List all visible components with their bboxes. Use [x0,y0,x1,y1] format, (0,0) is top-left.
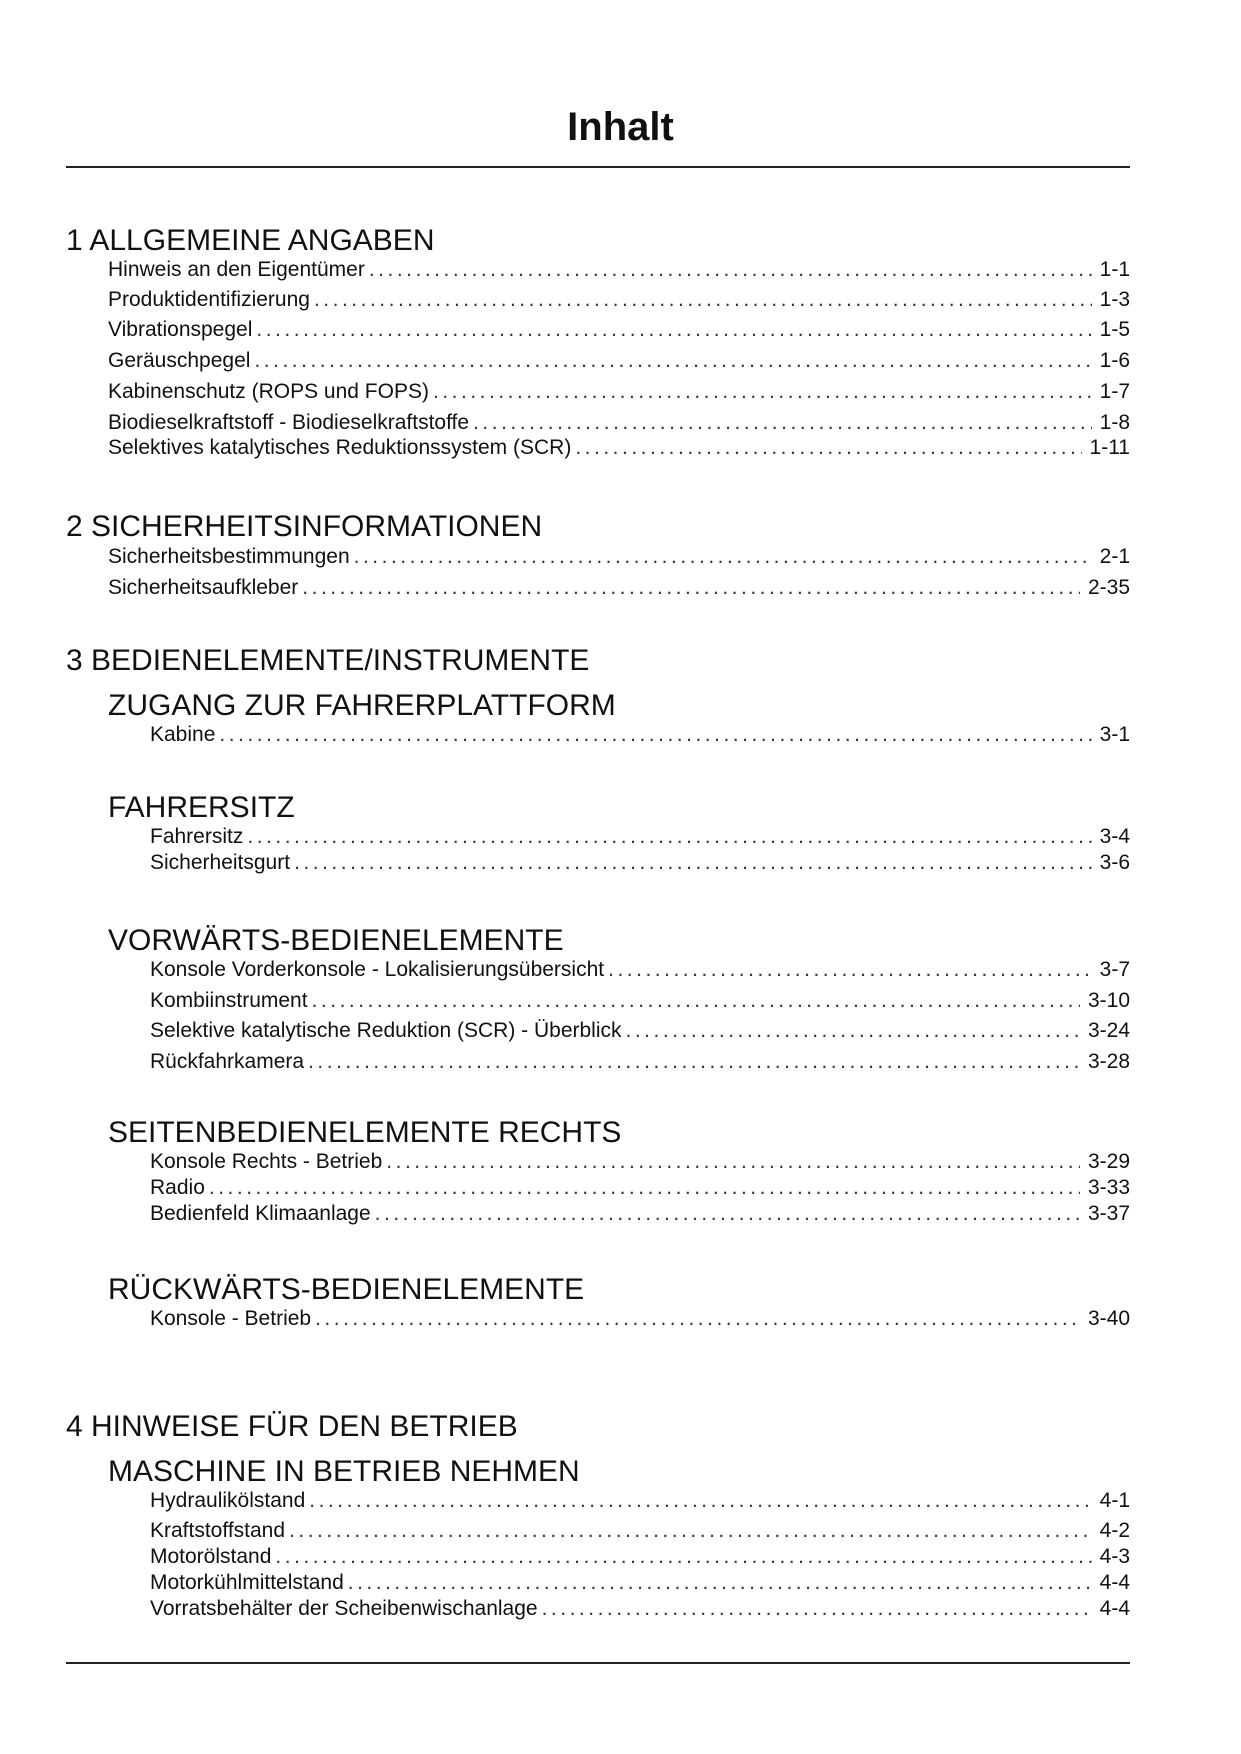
subsection-rueckwaerts-heading: RÜCKWÄRTS-BEDIENELEMENTE [108,1273,585,1306]
subsection-seitenbedien-heading: SEITENBEDIENELEMENTE RECHTS [108,1116,622,1149]
toc-entry-vibrationspegel[interactable]: Vibrationspegel ..... 1-5 [108,317,1130,343]
toc-entry-rueckfahrkamera[interactable]: Rückfahrkamera ..... 3-28 [150,1049,1130,1075]
leader-dots [375,1201,1080,1227]
leader-dots [247,824,1091,850]
leader-dots [608,957,1092,983]
toc-entry-konsole-betrieb[interactable]: Konsole - Betrieb ..... 3-40 [150,1306,1130,1332]
leader-dots [209,1175,1080,1201]
leader-dots [312,988,1080,1014]
toc-entry-motorkuehlmittelstand[interactable]: Motorkühlmittelstand ..... 4-4 [150,1570,1130,1596]
toc-entry-kombiinstrument[interactable]: Kombiinstrument ..... 3-10 [150,988,1130,1014]
toc-entry-sicherheitsbestimmungen[interactable]: Sicherheitsbestimmungen ..... 2-1 [108,544,1130,570]
leader-dots [314,287,1092,313]
toc-entry-fahrersitz[interactable]: Fahrersitz ..... 3-4 [150,824,1130,850]
leader-dots [354,544,1092,570]
leader-dots [542,1596,1092,1622]
bottom-divider [66,1662,1130,1664]
toc-entry-scheibenwischanlage[interactable]: Vorratsbehälter der Scheibenwischanlage ..... 4-4 [150,1596,1130,1622]
leader-dots [386,1149,1080,1175]
subsection-fahrersitz-heading: FAHRERSITZ [108,791,295,824]
toc-entry-kabine[interactable]: Kabine ..... 3-1 [150,722,1130,748]
toc-entry-produktidentifizierung[interactable]: Produktidentifizierung ..... 1-3 [108,287,1130,313]
top-divider [66,166,1130,168]
subsection-maschine-heading: MASCHINE IN BETRIEB NEHMEN [108,1455,580,1488]
toc-entry-kabinenschutz[interactable]: Kabinenschutz (ROPS und FOPS) ..... 1-7 [108,379,1130,405]
leader-dots [302,575,1080,601]
leader-dots [369,257,1092,283]
toc-entry-sicherheitsaufkleber[interactable]: Sicherheitsaufkleber ..... 2-35 [108,575,1130,601]
toc-entry-hydraulikoelstand[interactable]: Hydraulikölstand ..... 4-1 [150,1488,1130,1514]
section-1-heading: 1 ALLGEMEINE ANGABEN [66,224,435,257]
leader-dots [348,1570,1092,1596]
leader-dots [575,435,1081,461]
leader-dots [315,1306,1080,1332]
toc-entry-scr-ueberblick[interactable]: Selektive katalytische Reduktion (SCR) - Überblick ..... 3-24 [150,1018,1130,1044]
leader-dots [254,348,1091,374]
leader-dots [219,722,1091,748]
leader-dots [433,379,1092,405]
toc-entry-sicherheitsgurt[interactable]: Sicherheitsgurt ..... 3-6 [150,850,1130,876]
toc-entry-biodieselkraftstoff[interactable]: Biodieselkraftstoff - Biodieselkraftstoffe ..... 1-8 [108,410,1130,436]
toc-entry-geraeuschpegel[interactable]: Geräuschpegel ..... 1-6 [108,348,1130,374]
subsection-zugang-heading: ZUGANG ZUR FAHRERPLATTFORM [108,689,616,722]
leader-dots [473,410,1092,436]
toc-entry-radio[interactable]: Radio ..... 3-33 [150,1175,1130,1201]
toc-entry-konsole-rechts[interactable]: Konsole Rechts - Betrieb ..... 3-29 [150,1149,1130,1175]
toc-entry-vorderkonsole[interactable]: Konsole Vorderkonsole - Lokalisierungsübersicht ..... 3-7 [150,957,1130,983]
toc-entry-scr-system[interactable]: Selektives katalytisches Reduktionssystem (SCR) ..... 1-11 [108,435,1130,461]
section-3-heading: 3 BEDIENELEMENTE/INSTRUMENTE [66,644,590,677]
section-2-heading: 2 SICHERHEITSINFORMATIONEN [66,510,543,543]
leader-dots [309,1488,1091,1514]
leader-dots [294,850,1092,876]
subsection-vorwaerts-heading: VORWÄRTS-BEDIENELEMENTE [108,924,564,957]
toc-entry-klimaanlage[interactable]: Bedienfeld Klimaanlage ..... 3-37 [150,1201,1130,1227]
toc-entry-hinweis-eigentuemer[interactable]: Hinweis an den Eigentümer ..... 1-1 [108,257,1130,283]
toc-entry-motoroelstand[interactable]: Motorölstand ..... 4-3 [150,1544,1130,1570]
leader-dots [626,1018,1080,1044]
section-4-heading: 4 HINWEISE FÜR DEN BETRIEB [66,1410,518,1443]
page-title: Inhalt [567,105,674,149]
leader-dots [308,1049,1080,1075]
leader-dots [289,1518,1092,1544]
leader-dots [275,1544,1091,1570]
leader-dots [256,317,1091,343]
toc-entry-kraftstoffstand[interactable]: Kraftstoffstand ..... 4-2 [150,1518,1130,1544]
